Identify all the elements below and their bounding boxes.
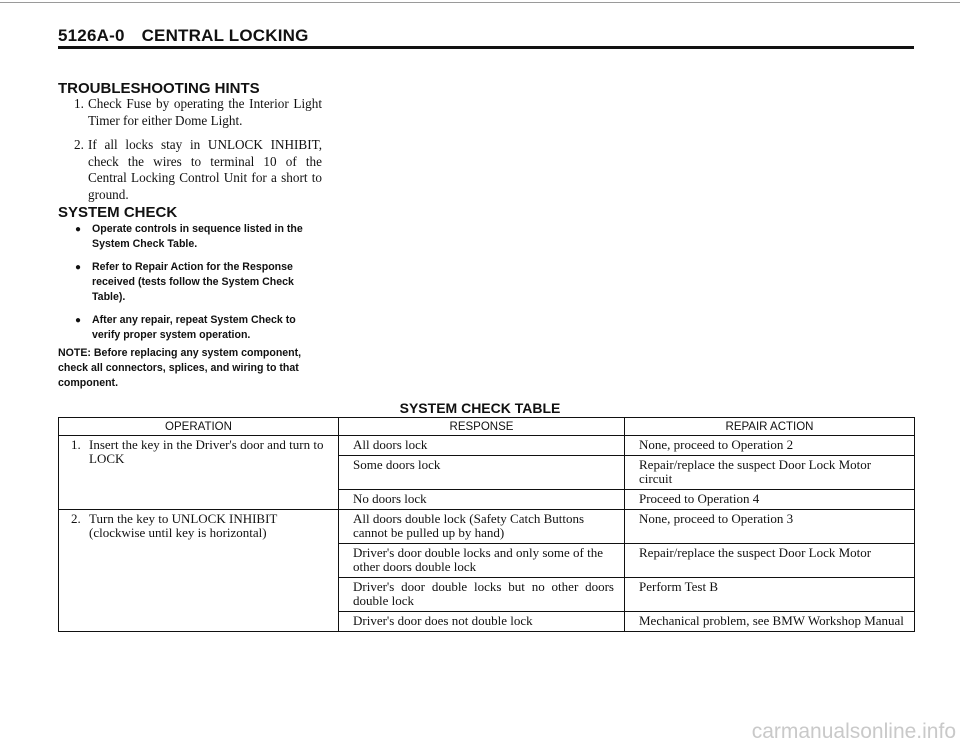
header-rule <box>58 46 914 49</box>
system-check-table <box>58 417 915 632</box>
system-check-heading: SYSTEM CHECK <box>58 204 178 221</box>
check-item <box>58 313 326 343</box>
operation-number: 1. <box>71 437 81 452</box>
header-operation: OPERATION <box>59 418 339 436</box>
hint-number: 1. <box>74 96 84 111</box>
check-text: Operate controls in sequence listed in the System Check Table. <box>92 223 303 250</box>
repair-cell: None, proceed to Operation 3 <box>625 510 915 544</box>
note-text: NOTE: Before replacing any system component, check all connectors, splices, and wiring to that component. <box>58 347 302 389</box>
hint-item <box>58 137 322 203</box>
operation-text: Turn the key to UNLOCK INHIBIT (clockwise until key is horizontal) <box>89 511 278 540</box>
section-code: 5126A-0 <box>58 26 125 45</box>
table-title: SYSTEM CHECK TABLE <box>399 400 561 416</box>
operation-cell <box>59 510 339 632</box>
header-response: RESPONSE <box>339 418 625 436</box>
troubleshooting-list <box>58 96 322 211</box>
repair-cell: Repair/replace the suspect Door Lock Motor circuit <box>625 456 915 490</box>
response-cell: All doors double lock (Safety Catch Buttons cannot be pulled up by hand) <box>339 510 625 544</box>
check-text: Refer to Repair Action for the Response received (tests follow the System Check Table). <box>92 261 294 303</box>
repair-cell: None, proceed to Operation 2 <box>625 436 915 456</box>
operation-cell <box>59 436 339 510</box>
hint-text: Check Fuse by operating the Interior Light Timer for either Dome Light. <box>88 96 322 128</box>
check-text: After any repair, repeat System Check to verify proper system operation. <box>92 314 296 341</box>
header-repair-action: REPAIR ACTION <box>625 418 915 436</box>
bullet-icon: ● <box>75 224 82 235</box>
table-header-row <box>59 418 915 436</box>
troubleshooting-heading: TROUBLESHOOTING HINTS <box>58 80 260 97</box>
section-title: CENTRAL LOCKING <box>141 26 309 45</box>
bullet-icon: ● <box>75 315 82 326</box>
operation-number: 2. <box>71 511 81 526</box>
table-row <box>59 510 915 544</box>
hint-text: If all locks stay in UNLOCK INHIBIT, check the wires to terminal 10 of the Central Locking Control Unit for a short to ground. <box>88 137 322 202</box>
response-cell: Driver's door double locks and only some of the other doors double lock <box>339 544 625 578</box>
hint-number: 2. <box>74 137 84 152</box>
response-cell: No doors lock <box>339 490 625 510</box>
page-header <box>58 26 309 46</box>
response-cell: Driver's door double locks but no other doors double lock <box>339 578 625 612</box>
table-row <box>59 436 915 456</box>
system-check-list <box>58 222 326 351</box>
repair-cell: Perform Test B <box>625 578 915 612</box>
response-cell: All doors lock <box>339 436 625 456</box>
bullet-icon: ● <box>75 262 82 273</box>
response-cell: Some doors lock <box>339 456 625 490</box>
response-cell: Driver's door does not double lock <box>339 612 625 632</box>
top-border <box>0 2 960 3</box>
watermark: carmanualsonline.info <box>751 720 956 743</box>
hint-item <box>58 96 322 129</box>
repair-cell: Proceed to Operation 4 <box>625 490 915 510</box>
repair-cell: Mechanical problem, see BMW Workshop Manual <box>625 612 915 632</box>
repair-cell: Repair/replace the suspect Door Lock Motor <box>625 544 915 578</box>
check-item <box>58 260 326 305</box>
operation-text: Insert the key in the Driver's door and turn to LOCK <box>89 437 324 466</box>
check-item <box>58 222 326 252</box>
